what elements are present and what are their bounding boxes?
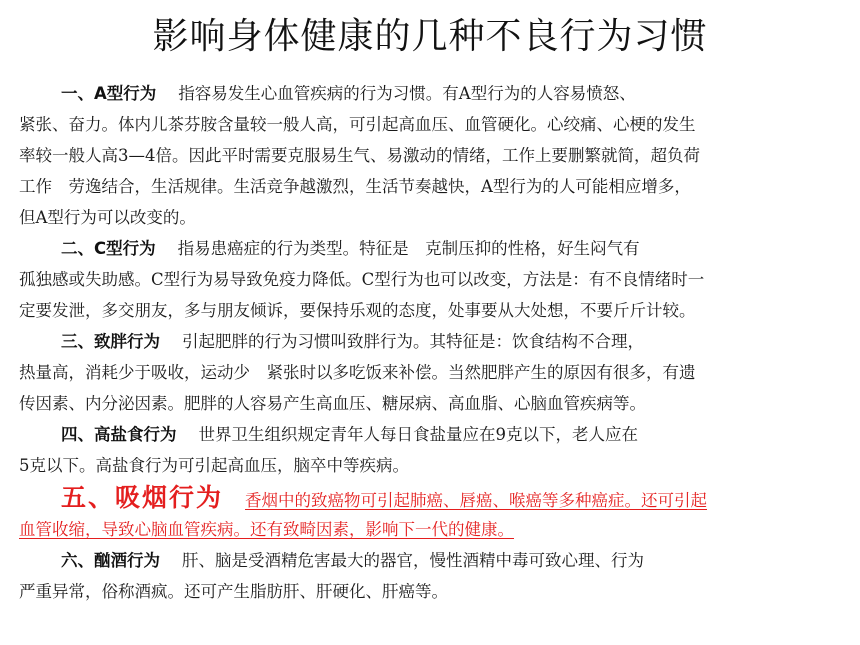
paragraph-line: 指易患癌症的行为类型。特征是 克制压抑的性格，好生闷气有 [177, 239, 640, 258]
paragraph-line-highlight: 血管收缩，导致心脑血管疾病。还有致畸因素，影响下一代的健康。 [19, 520, 514, 539]
paragraph-line-highlight: 香烟中的致癌物可引起肺癌、唇癌、喉癌等多种癌症。还可引起 [245, 491, 708, 510]
section-heading: 三、致胖行为 [61, 332, 160, 351]
paragraph-line: 孤独感或失助感。C型行为易导致免疫力降低。C型行为也可以改变，方法是：有不良情绪时一 [19, 270, 705, 289]
paragraph-line-highlight-wrap [19, 514, 819, 545]
paragraph-line: 定要发泄，多交朋友，多与朋友倾诉，要保持乐观的态度，处事要从大处想，不要斤斤计较。 [19, 301, 696, 320]
section-heading-highlight: 五、吸烟行为 [61, 483, 224, 512]
paragraph-line: 世界卫生组织规定青年人每日食盐量应在9克以下，老人应在 [198, 425, 638, 444]
paragraph-line: 5克以下。高盐食行为可引起高血压，脑卒中等疾病。 [19, 456, 409, 475]
paragraph-line: 工作 劳逸结合，生活规律。生活竞争越激烈，生活节奏越快，A型行为的人可能相应增多， [19, 177, 691, 196]
slide-body [19, 78, 819, 607]
paragraph-line: 肝、脑是受酒精危害最大的器官，慢性酒精中毒可致心理、行为 [182, 551, 644, 570]
section-obesity [19, 326, 819, 357]
section-heading: 一、A型行为 [61, 84, 157, 103]
paragraph-line: 紧张、奋力。体内儿茶芬胺含量较一般人高，可引起高血压、血管硬化。心绞痛、心梗的发生 [19, 115, 696, 134]
section-high-salt [19, 419, 819, 450]
paragraph-line: 指容易发生心血管疾病的行为习惯。有A型行为的人容易愤怒、 [178, 84, 636, 103]
section-heading: 二、C型行为 [61, 239, 156, 258]
paragraph-line: 热量高，消耗少于吸收，运动少 紧张时以多吃饭来补偿。当然肥胖产生的原因有很多，有遗 [19, 363, 696, 382]
paragraph-line: 严重异常，俗称酒疯。还可产生脂肪肝、肝硬化、肝癌等。 [19, 582, 448, 601]
paragraph-line: 引起肥胖的行为习惯叫致胖行为。其特征是：饮食结构不合理， [182, 332, 644, 351]
section-c-type [19, 233, 819, 264]
section-alcohol [19, 545, 819, 576]
paragraph-line: 但A型行为可以改变的。 [19, 208, 196, 227]
section-heading: 六、酗酒行为 [61, 551, 160, 570]
section-a-type [19, 78, 819, 109]
section-smoking [19, 481, 819, 514]
slide-title: 影响身体健康的几种不良行为习惯 [152, 16, 708, 57]
paragraph-line: 传因素、内分泌因素。肥胖的人容易产生高血压、糖尿病、高血脂、心脑血管疾病等。 [19, 394, 646, 413]
section-heading: 四、高盐食行为 [61, 425, 177, 444]
paragraph-line: 率较一般人高3—4倍。因此平时需要克服易生气、易激动的情绪，工作上要删繁就简，超负荷 [19, 146, 700, 165]
